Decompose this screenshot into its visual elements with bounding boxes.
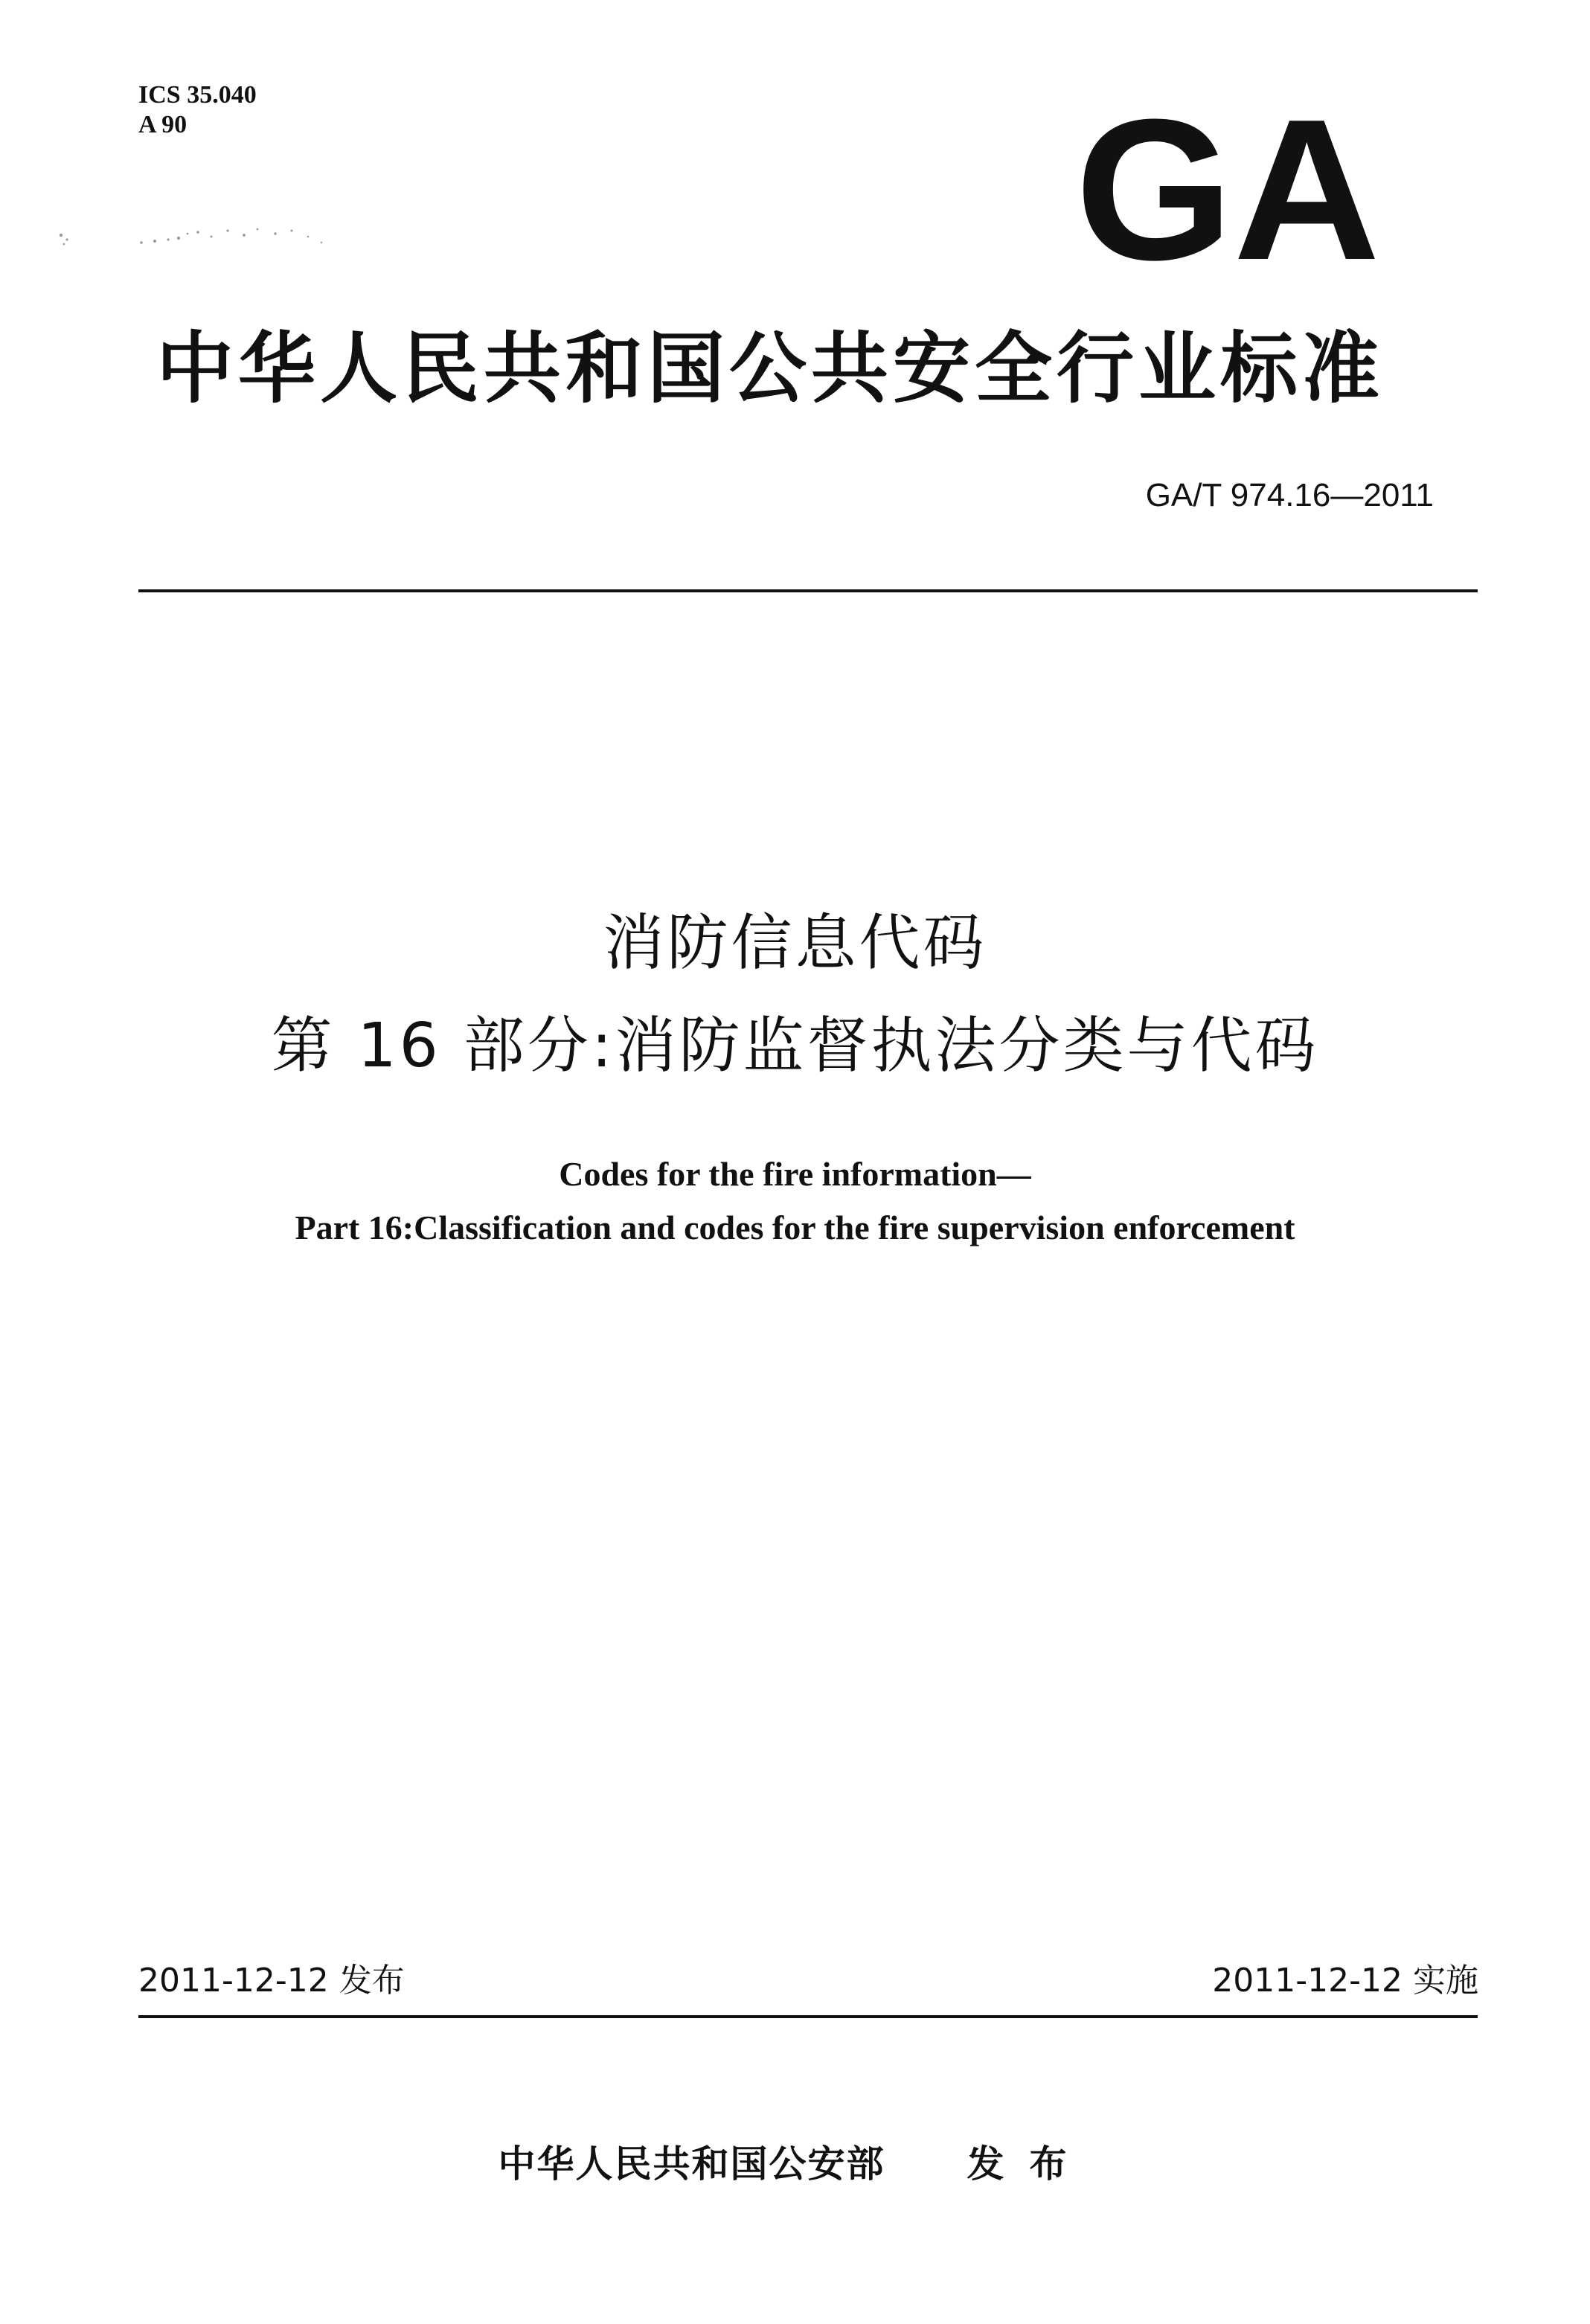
publisher (0, 2140, 1590, 2188)
standard-number: GA/T 974.16—2011 (1145, 477, 1434, 513)
bottom-divider (138, 2015, 1478, 2018)
title-chinese-line-2: 第 16 部分:消防监督执法分类与代码 (271, 1011, 1319, 1081)
title-chinese-line-1: 消防信息代码 (603, 908, 987, 979)
ga-logo-text: GA (1075, 104, 1380, 268)
title-english-line-1: Codes for the fire information— (559, 1155, 1031, 1193)
classification-codes (138, 80, 257, 140)
scan-specks (52, 217, 335, 262)
implementation-date: 2011-12-12 实施 (1212, 1962, 1478, 2000)
ccs-code: A 90 (138, 111, 187, 138)
top-divider (138, 589, 1478, 592)
publisher-name: 中华人民共和国公安部 (498, 2142, 885, 2186)
issue-date: 2011-12-12 发布 (138, 1962, 405, 2000)
standard-organization: 中华人民共和国公共安全行业标准 (156, 323, 1385, 414)
ga-logo (1071, 104, 1384, 268)
ics-code: ICS 35.040 (138, 81, 257, 109)
title-english-line-2: Part 16:Classification and codes for the fire supervision enforcement (295, 1209, 1295, 1246)
publisher-action: 发布 (966, 2142, 1092, 2186)
